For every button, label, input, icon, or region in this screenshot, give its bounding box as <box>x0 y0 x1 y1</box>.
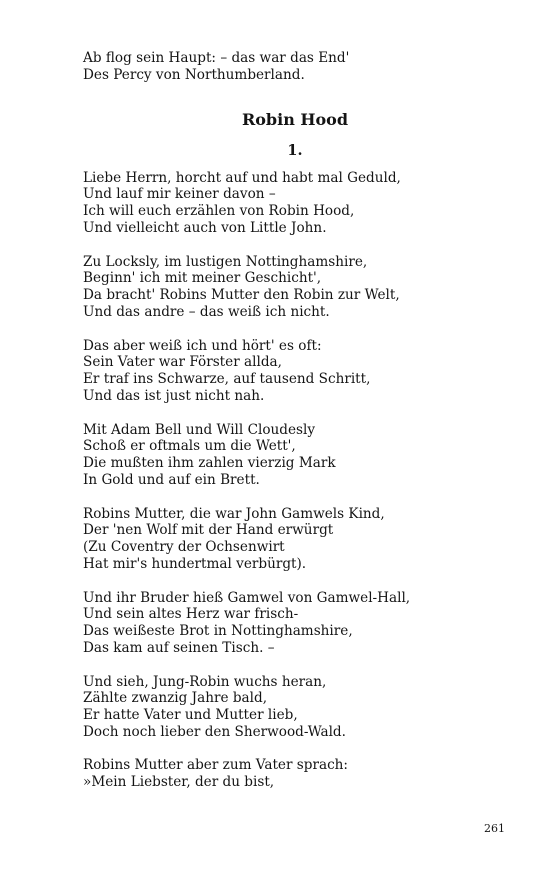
poem-title: Robin Hood <box>241 109 349 129</box>
verse-line: Sein Vater war Förster allda, <box>83 354 282 371</box>
poem-text <box>83 50 503 808</box>
stanza-4 <box>83 422 503 489</box>
stanza-6 <box>83 590 503 657</box>
intro-line: Ab flog sein Haupt: – das war das End' <box>83 50 350 66</box>
verse-line: Und sein altes Herz war frisch- <box>83 606 299 623</box>
stanza-5 <box>83 506 503 573</box>
verse-line: Und vielleicht auch von Little John. <box>83 219 327 236</box>
intro-line: Des Percy von Northumberland. <box>83 66 305 83</box>
verse-line: Doch noch lieber den Sherwood-Wald. <box>83 723 346 740</box>
verse-line: Beginn' ich mit meiner Geschicht', <box>83 270 322 287</box>
verse-line: Zählte zwanzig Jahre bald, <box>83 690 268 707</box>
stanza-8 <box>83 757 503 791</box>
verse-line: Liebe Herrn, horcht auf und habt mal Geduld, <box>83 169 401 186</box>
verse-line: Zu Locksly, im lustigen Nottinghamshire, <box>83 253 368 270</box>
verse-line: Das aber weiß ich und hört' es oft: <box>83 337 322 354</box>
page-number: 261 <box>484 822 505 835</box>
verse-line: Und sieh, Jung-Robin wuchs heran, <box>83 673 327 690</box>
verse-line: Und das andre – das weiß ich nicht. <box>83 303 330 320</box>
verse-line: Das weißeste Brot in Nottinghamshire, <box>83 623 353 640</box>
verse-line: Er hatte Vater und Mutter lieb, <box>83 707 298 724</box>
stanza-3 <box>83 338 503 405</box>
verse-line: Der 'nen Wolf mit der Hand erwürgt <box>83 522 334 539</box>
verse-line: Da bracht' Robins Mutter den Robin zur Welt, <box>83 287 400 304</box>
section-number: 1. <box>287 141 303 159</box>
verse-line: Hat mir's hundertmal verbürgt). <box>83 555 307 572</box>
verse-line: Mit Adam Bell und Will Cloudesly <box>83 421 316 438</box>
verse-line: Robins Mutter aber zum Vater sprach: <box>83 757 349 774</box>
verse-line: Und ihr Bruder hieß Gamwel von Gamwel-Hall, <box>83 589 411 606</box>
stanza-7 <box>83 674 503 741</box>
verse-line: Schoß er oftmals um die Wett', <box>83 438 296 455</box>
verse-line: In Gold und auf ein Brett. <box>83 471 260 488</box>
verse-line: Die mußten ihm zahlen vierzig Mark <box>83 455 336 472</box>
verse-line: Er traf ins Schwarze, auf tausend Schritt, <box>83 371 371 388</box>
verse-line: »Mein Liebster, der du bist, <box>83 774 275 791</box>
verse-line: Das kam auf seinen Tisch. – <box>83 639 275 656</box>
verse-line: Robins Mutter, die war John Gamwels Kind, <box>83 505 385 522</box>
stanza-2 <box>83 254 503 321</box>
verse-line: Und das ist just nicht nah. <box>83 387 265 404</box>
stanza-1 <box>83 170 503 237</box>
verse-line: Ich will euch erzählen von Robin Hood, <box>83 203 355 220</box>
verse-line: Und lauf mir keiner davon – <box>83 186 276 203</box>
intro-verse <box>83 50 503 84</box>
verse-line: (Zu Coventry der Ochsenwirt <box>83 539 285 556</box>
